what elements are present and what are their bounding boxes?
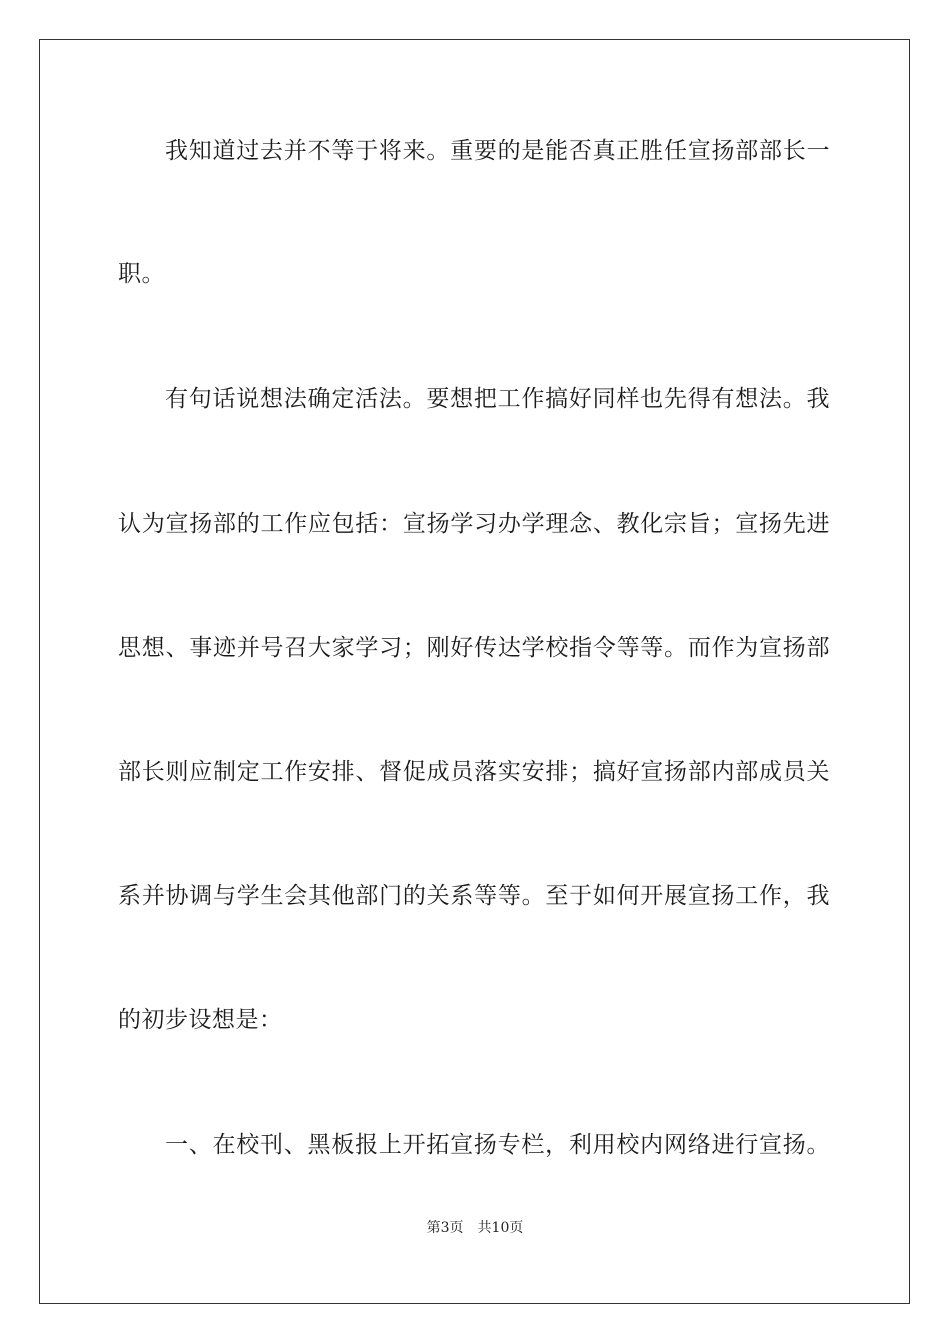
paragraph-line: 系并协调与学生会其他部门的关系等等。至于如何开展宣扬工作，我 [118, 883, 830, 909]
page-footer [0, 1218, 950, 1238]
page-number-current: 第3页 [426, 1220, 464, 1236]
paragraph-line: 思想、事迹并号召大家学习；刚好传达学校指令等等。而作为宣扬部 [118, 635, 830, 661]
page-number-total: 共10页 [477, 1220, 524, 1236]
paragraph-line: 我知道过去并不等于将来。重要的是能否真正胜任宣扬部部长一 [165, 138, 830, 164]
paragraph-line: 职。 [118, 261, 165, 287]
paragraph-line: 有句话说想法确定活法。要想把工作搞好同样也先得有想法。我 [165, 386, 830, 412]
paragraph-line: 部长则应制定工作安排、督促成员落实安排；搞好宣扬部内部成员关 [118, 759, 830, 785]
paragraph-line: 认为宣扬部的工作应包括：宣扬学习办学理念、教化宗旨；宣扬先进 [118, 511, 830, 537]
paragraph-line: 一、在校刊、黑板报上开拓宣扬专栏，利用校内网络进行宣扬。 [165, 1132, 830, 1158]
paragraph-line: 的初步设想是： [118, 1007, 283, 1033]
page-border [39, 39, 910, 1304]
